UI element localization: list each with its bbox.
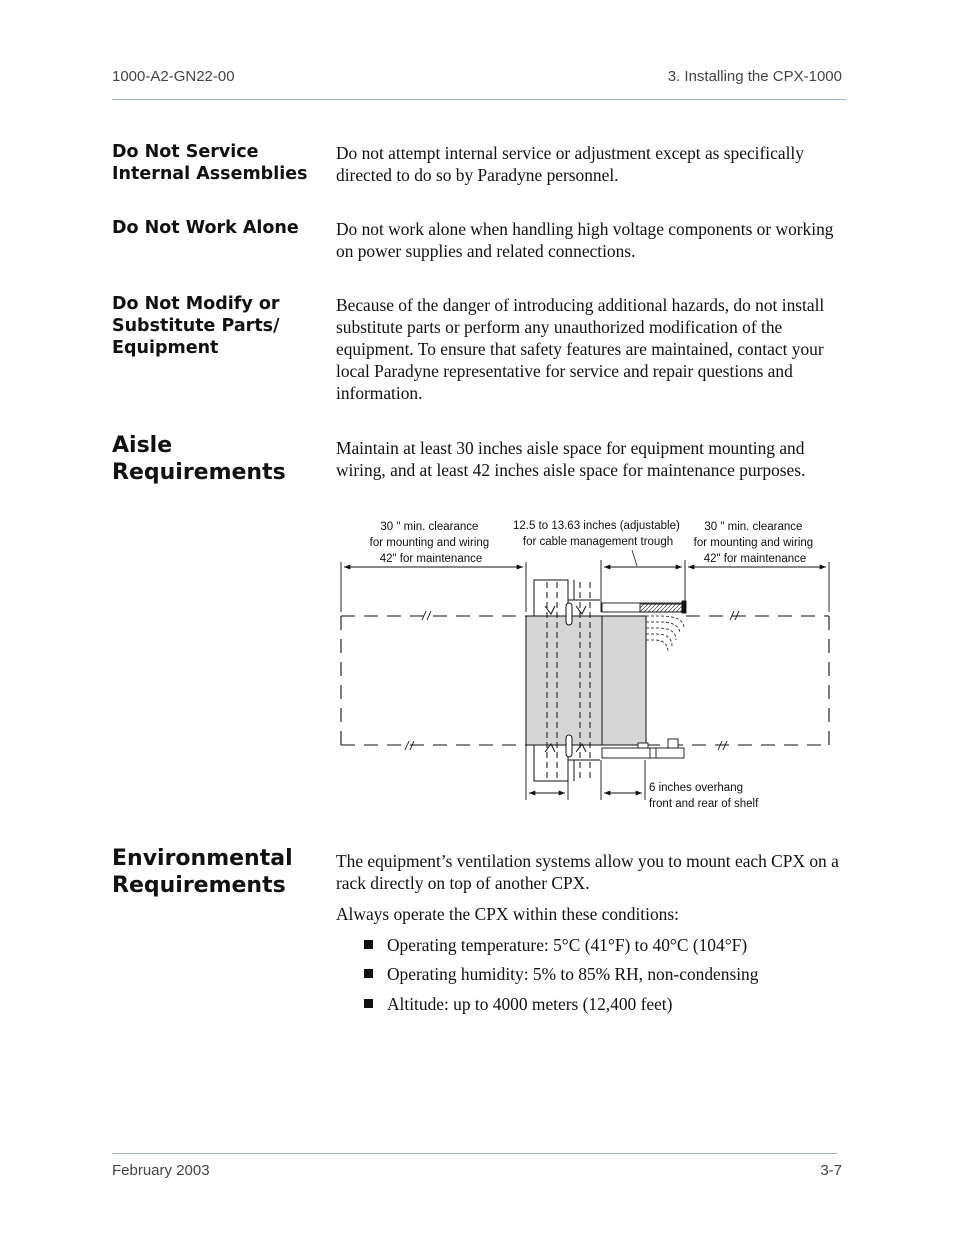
bullet-text: Operating humidity: 5% to 85% RH, non-condensing [387, 964, 759, 984]
footer-date: February 2003 [112, 1162, 210, 1179]
bullet-square-icon [364, 999, 373, 1008]
heading-line: Environmental [112, 846, 293, 871]
heading-line: Substitute Parts/ [112, 316, 280, 336]
heading-environmental-requirements [112, 845, 322, 899]
heading-line: Aisle [112, 433, 173, 458]
heading-line: Requirements [112, 460, 286, 485]
bullet-text: Altitude: up to 4000 meters (12,400 feet) [387, 994, 673, 1014]
left-clearance-label: 30 " min. clearance for mounting and wiring 42" for maintenance [369, 521, 490, 565]
heading-line: Do Not Modify or [112, 294, 280, 314]
footer-rule [112, 1153, 837, 1154]
heading-line: Do Not Service [112, 142, 259, 162]
service-paragraph: Do not attempt internal service or adjustment except as specifically directed to do so by Paradyne personnel. [336, 143, 804, 185]
top-dimensions [341, 560, 829, 612]
heading-do-not-work-alone: Do Not Work Alone [112, 218, 299, 238]
alone-paragraph: Do not work alone when handling high voltage components or working on power supplies and related connections. [336, 219, 834, 261]
cable-loops [646, 616, 684, 652]
center-leader-line [632, 550, 637, 566]
footer-page-number: 3-7 [820, 1162, 842, 1179]
center-trough-label: 12.5 to 13.63 inches (adjustable) for cable management trough [512, 520, 680, 548]
header-chapter: 3. Installing the CPX-1000 [667, 68, 842, 85]
conditions-intro: Always operate the CPX within these conditions: [336, 904, 679, 924]
right-clearance-label: 30 " min. clearance for mounting and wiring 42" for maintenance [693, 521, 814, 565]
bullet-text: Operating temperature: 5°C (41°F) to 40°C (104°F) [387, 935, 748, 955]
heading-line: Requirements [112, 873, 286, 898]
heading-line: Equipment [112, 338, 219, 358]
environmental-paragraph: The equipment’s ventilation systems allow you to mount each CPX on a rack directly on top of another CPX. [336, 851, 839, 893]
bullet-square-icon [364, 940, 373, 949]
header-doc-id: 1000-A2-GN22-00 [112, 68, 235, 85]
overhang-label: 6 inches overhang front and rear of shelf [649, 782, 759, 810]
aisle-paragraph: Maintain at least 30 inches aisle space for equipment mounting and wiring, and at least 42 inches aisle space for maintenance purposes. [336, 438, 806, 480]
heading-line: Internal Assemblies [112, 164, 308, 184]
modify-paragraph: Because of the danger of introducing additional hazards, do not install substitute parts or perform any unauthorized modification of the equipment. To ensure that safety features are maintained, contact your local Paradyne representative for service and repair questions and information. [336, 295, 825, 403]
bullet-square-icon [364, 969, 373, 978]
